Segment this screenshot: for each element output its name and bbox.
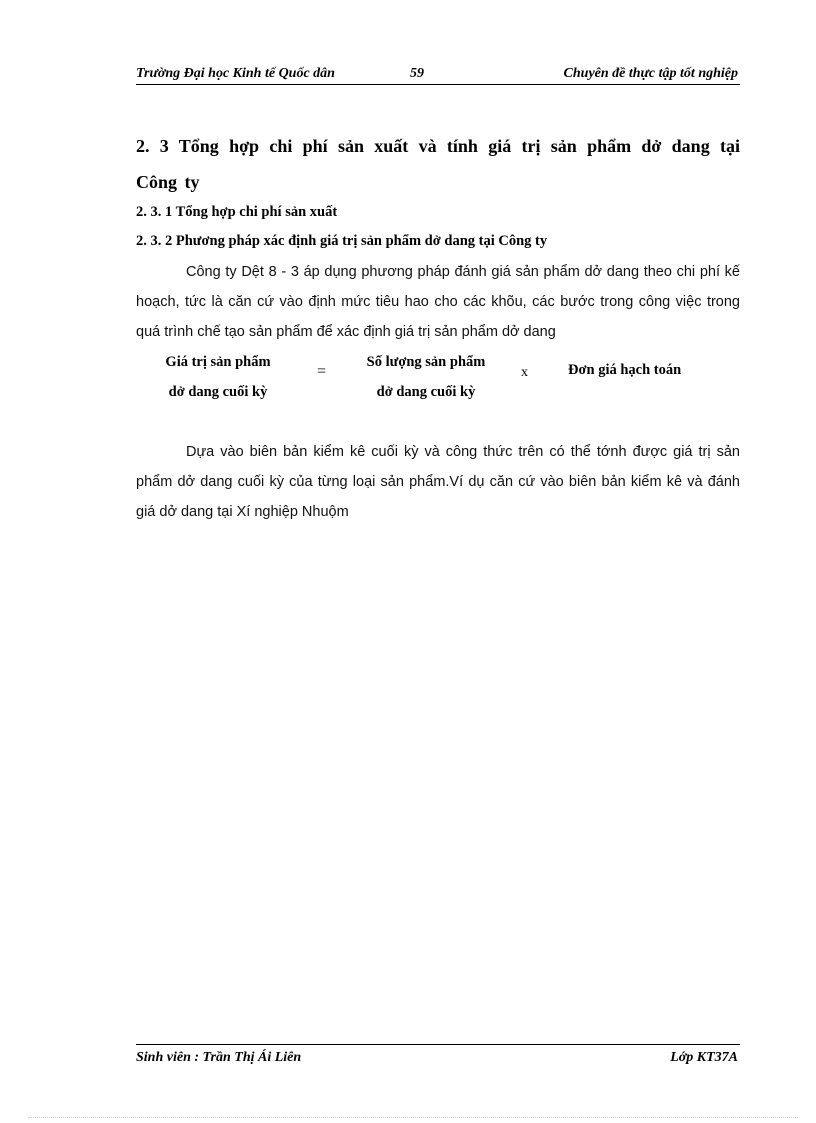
subsection-heading-1: 2. 3. 1 Tổng hợp chi phí sản xuất (136, 204, 338, 220)
section-title: 2. 3 Tổng hợp chi phí sản xuất và tính giá trị sản phẩm dở dang tại Công ty (136, 136, 740, 192)
page-bottom-edge (28, 1117, 798, 1118)
formula-middle-term (344, 347, 508, 407)
header-page-number: 59 (410, 66, 424, 81)
formula-middle-line-2: dở dang cuối kỳ (376, 384, 476, 400)
formula-middle-line-1: Số lượng sản phẩm (366, 354, 486, 370)
valuation-formula (136, 347, 740, 407)
formula-left-line-2: dở dang cuối kỳ (168, 384, 268, 400)
body-paragraph-1: Công ty Dệt 8 - 3 áp dụng phương pháp đánh giá sản phẩm dở dang theo chi phí kế hoạch, tức là căn cứ vào định mức tiêu hao cho các khõu, các bước trong công việc trong quá trình chế tạo sản phẩm để xác định giá trị sản phẩm dở dang (136, 264, 740, 340)
formula-left-line-1: Giá trị sản phẩm (165, 354, 271, 370)
formula-right-term: Đơn giá hạch toán (568, 362, 682, 378)
formula-multiply-sign: x (521, 365, 528, 380)
formula-equals-sign: = (317, 363, 327, 380)
body-paragraph-2: Dựa vào biên bản kiểm kê cuối kỳ và công thức trên có thể tớnh được giá trị sản phẩm dở dang cuối kỳ của từng loại sản phẩm.Ví dụ căn cứ vào biên bản kiểm kê và đánh giá dở dang tại Xí nghiệp Nhuộm (136, 444, 740, 520)
page-header (136, 64, 740, 85)
footer-student-name: Sinh viên : Trần Thị Ái Liên (136, 1050, 302, 1065)
subsection-heading-2: 2. 3. 2 Phương pháp xác định giá trị sản phẩm dở dang tại Công ty (136, 233, 548, 249)
header-document-title: Chuyên đề thực tập tốt nghiệp (563, 66, 738, 81)
footer-class: Lớp KT37A (670, 1050, 738, 1065)
header-university: Trường Đại học Kinh tế Quốc dân (136, 66, 335, 81)
formula-left-term (136, 347, 300, 407)
page-footer (136, 1044, 740, 1069)
